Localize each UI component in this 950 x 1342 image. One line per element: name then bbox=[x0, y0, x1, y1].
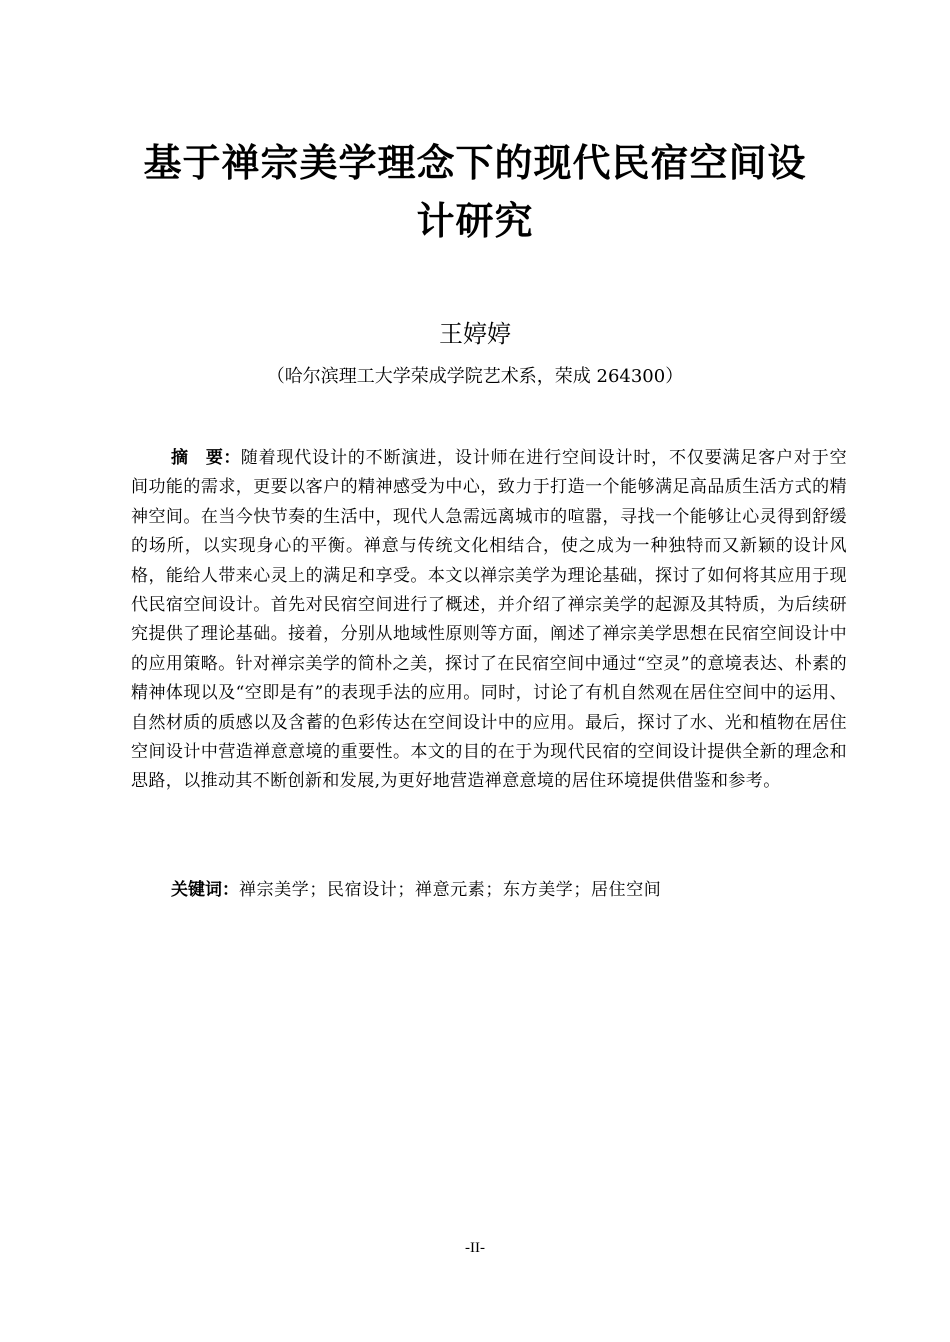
page-number: -II- bbox=[465, 1240, 485, 1256]
keywords-text: 禅宗美学；民宿设计；禅意元素；东方美学；居住空间 bbox=[239, 880, 662, 900]
abstract-label: 摘 要： bbox=[171, 448, 241, 468]
keywords-line bbox=[171, 876, 851, 904]
author-affiliation: （哈尔滨理工大学荣成学院艺术系，荣成 264300） bbox=[266, 366, 684, 387]
author-name: 王婷婷 bbox=[439, 320, 511, 348]
abstract-paragraph bbox=[131, 444, 847, 797]
paper-title-line-2: 计研究 bbox=[416, 199, 534, 243]
paper-title bbox=[100, 134, 850, 250]
paper-title-line-1: 基于禅宗美学理念下的现代民宿空间设 bbox=[143, 141, 807, 185]
abstract-text: 随着现代设计的不断演进，设计师在进行空间设计时，不仅要满足客户对于空间功能的需求，更要以客户的精神感受为中心，致力于打造一个能够满足高品质生活方式的精神空间。在当今快节奏的生活中，现代人急需远离城市的喧嚣，寻找一个能够让心灵得到舒缓的场所，以实现身心的平衡。禅意与传统文化相结合，使之成为一种独特而又新颖的设计风格，能给人带来心灵上的满足和享受。本文以禅宗美学为理论基础，探讨了如何将其应用于现代民宿空间设计。首先对民宿空间进行了概述，并介绍了禅宗美学的起源及其特质，为后续研究提供了理论基础。接着，分别从地域性原则等方面，阐述了禅宗美学思想在民宿空间设计中的应用策略。针对禅宗美学的简朴之美，探讨了在民宿空间中通过“空灵”的意境表达、朴素的精神体现以及“空即是有”的表现手法的应用。同时，讨论了有机自然观在居住空间中的运用、自然材质的质感以及含蓄的色彩传达在空间设计中的应用。最后，探讨了水、光和植物在居住空间设计中营造禅意意境的重要性。本文的目的在于为现代民宿的空间设计提供全新的理念和思路，以推动其不断创新和发展,为更好地营造禅意意境的居住环境提供借鉴和参考。 bbox=[131, 448, 847, 792]
keywords-label: 关键词： bbox=[171, 880, 239, 900]
